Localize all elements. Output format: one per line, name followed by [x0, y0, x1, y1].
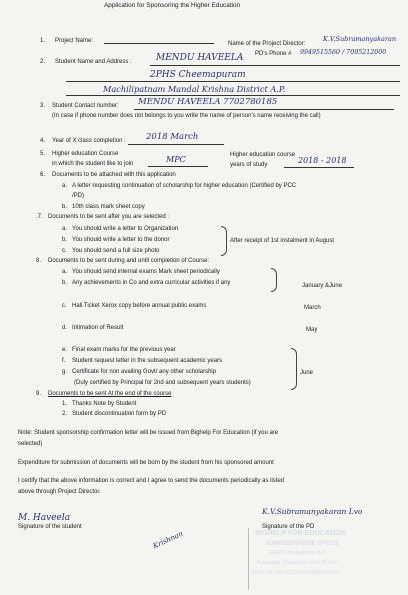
docs-end-title: Documents to be sent At the end of the course [48, 391, 172, 397]
study-years-label-1: Higher education course [230, 152, 296, 158]
docs-end-1-marker: 1. [62, 401, 68, 407]
student-name-line [150, 65, 400, 66]
study-years-value: 2018 - 2018 [298, 156, 347, 165]
docs-attach-b-text: 10th class mark sheet copy [72, 204, 145, 210]
docs-sent-brace [221, 226, 227, 256]
note-line-1: Note: Student sponsorship confirmation letter will be issued from Bighelp For Education (if you are [18, 430, 279, 436]
item-7-number: .7. [36, 214, 43, 220]
extra-signature: Krishnan [151, 529, 185, 551]
address-line-2 [66, 95, 400, 96]
form-title: Application for Sponsoring the Higher Education [104, 2, 241, 9]
docs-course-d-marker: d. [62, 325, 68, 331]
docs-sent-a-text: You should write a letter to Organization [72, 226, 179, 232]
office-stamp [248, 528, 399, 590]
docs-attach-a-text: A letter requesting continuation of scholarship for higher education (Certified by PCC [72, 183, 297, 189]
years-line [284, 167, 354, 168]
docs-course-e-marker: e. [62, 347, 68, 353]
docs-course-ab-brace [271, 268, 277, 292]
expenditure-text: Expenditure for submission of documents will be born by the student from his sponsored amount [18, 460, 274, 466]
docs-sent-b-text: You should write a letter to the donor [72, 237, 170, 243]
docs-sent-c-text: You should send a full size photo [72, 248, 160, 254]
docs-course-title: Documents to be sent during and until completion of Course: [48, 258, 210, 264]
higher-ed-course-value: MPC [166, 155, 186, 164]
docs-course-b-marker: b. [62, 280, 68, 286]
student-address-line1: 2PHS Cheemapuram [150, 70, 246, 80]
project-director-value: K.V.Subramanyakaran [323, 35, 397, 43]
stamp-line-1: BIGHELP FOR EDUCATION [255, 530, 346, 537]
month-jan-june: January &June [302, 283, 343, 289]
stamp-line-4: Balanagar, Kukatpally, Hyd-72, A.P. [257, 560, 339, 566]
course-line [148, 166, 208, 167]
docs-end-1-text: Thanks Note by Student [72, 401, 137, 407]
contact-note [52, 112, 392, 121]
docs-course-g-cont: (Duly certified by Principal for 2nd and subsequent years students) [74, 380, 251, 386]
docs-course-c-text: Hall Ticket Xerox copy before annual public exams [72, 303, 207, 309]
docs-course-d-text: Intimation of Result [72, 325, 124, 331]
docs-course-g-text: Certificate for non availing Govt/ any other scholarship [72, 369, 217, 375]
study-years-label-2: years of study [230, 162, 268, 168]
docs-attach-a-marker: a. [62, 183, 68, 189]
x-class-value: 2018 March [146, 132, 199, 142]
stamp-line-3: GHMC (Kukatpally) A.P. [269, 550, 328, 556]
item-5-number: 5. [40, 151, 46, 157]
month-march: March [304, 305, 321, 311]
docs-course-f-marker: f. [62, 358, 66, 364]
docs-course-a-text: You should send internal exams Mark sheet periodically [72, 269, 220, 275]
student-signature: M. Haveela [18, 513, 71, 523]
student-name-value: MENDU HAVEELA [156, 53, 244, 63]
docs-attach-a-cont: /PD) [72, 193, 84, 199]
docs-course-f-text: Student request letter in the subsequent academic years [72, 358, 223, 364]
item-2-number: 2. [40, 59, 46, 65]
docs-sent-title: Documents to be sent after you are selected : [48, 214, 170, 220]
docs-course-g-marker: g. [62, 369, 68, 375]
pd-phone-value: 9949515560 / 7095212000 [300, 49, 387, 56]
item-6-number: 6. [40, 172, 46, 178]
docs-course-e-text: Final exam marks for the previous year [72, 347, 176, 353]
address-line-1 [66, 81, 400, 82]
certify-line-2: above through Project Director. [18, 489, 101, 495]
docs-course-a-marker: a. [62, 269, 68, 275]
certify-line-1: I certify that the above information is correct and I agree to send the documents periodically as listed [18, 478, 285, 484]
docs-sent-note: After receipt of 1st instalment in August [230, 238, 335, 244]
project-name-label: Project Name: [55, 38, 94, 44]
contact-label: Student Contact number: [52, 103, 119, 109]
item-8-number: 8. [36, 258, 42, 264]
pd-signature: K.V.Subramanyakaran Lvo [262, 507, 363, 516]
docs-course-efg-brace [291, 348, 297, 390]
project-director-label: Name of the Project Director: [228, 41, 306, 47]
x-class-line [128, 144, 224, 145]
docs-attach-title: Documents to be attached with this application [52, 172, 176, 178]
docs-course-c-marker: c. [62, 303, 67, 309]
student-signature-label: Signature of the student [18, 524, 82, 530]
contact-line [134, 109, 394, 110]
item-9-number: 9. [36, 391, 42, 397]
stamp-line-5: Office Ph. 040-23122354/9849778765 [251, 570, 339, 576]
pd-signature-label: Signature of the PD [262, 524, 315, 530]
month-may: May [306, 327, 318, 333]
project-name-blank [104, 43, 214, 44]
item-4-number: 4. [40, 138, 46, 144]
student-name-label: Student Name and Address : [55, 59, 132, 65]
item-3-number: 3. [40, 103, 46, 109]
docs-end-2-text: Student discontinuation form by PD [72, 411, 167, 417]
contact-note-text: (In case if phone number does not belongs to you write the name of person's name receiving the call) [52, 113, 321, 119]
month-june: June [300, 370, 314, 376]
contact-value: MENDU HAVEELA 7702780185 [138, 97, 278, 107]
higher-ed-label-1: Higher education Course [52, 151, 119, 157]
docs-sent-c-marker: c. [62, 248, 67, 254]
docs-course-b-text: Any achievements in Co and extra curricular activities if any [72, 280, 231, 286]
stamp-line-2: ADMINISTRATIVE OFFICE [265, 541, 340, 547]
note-line-2: selected) [18, 441, 43, 447]
docs-end-2-marker: 2. [62, 411, 68, 417]
student-address-line2: Machilipatnam Mandal Krishna District A.P. [103, 84, 286, 94]
higher-ed-label-2: in which the student like to join [52, 161, 134, 167]
item-1-number: 1. [40, 38, 46, 44]
pd-phone-label: PD's Phone # [255, 51, 292, 57]
x-class-label: Year of X class completion : [52, 138, 126, 144]
docs-sent-a-marker: a. [62, 226, 68, 232]
docs-attach-b-marker: b. [62, 204, 68, 210]
docs-sent-b-marker: b. [62, 237, 68, 243]
